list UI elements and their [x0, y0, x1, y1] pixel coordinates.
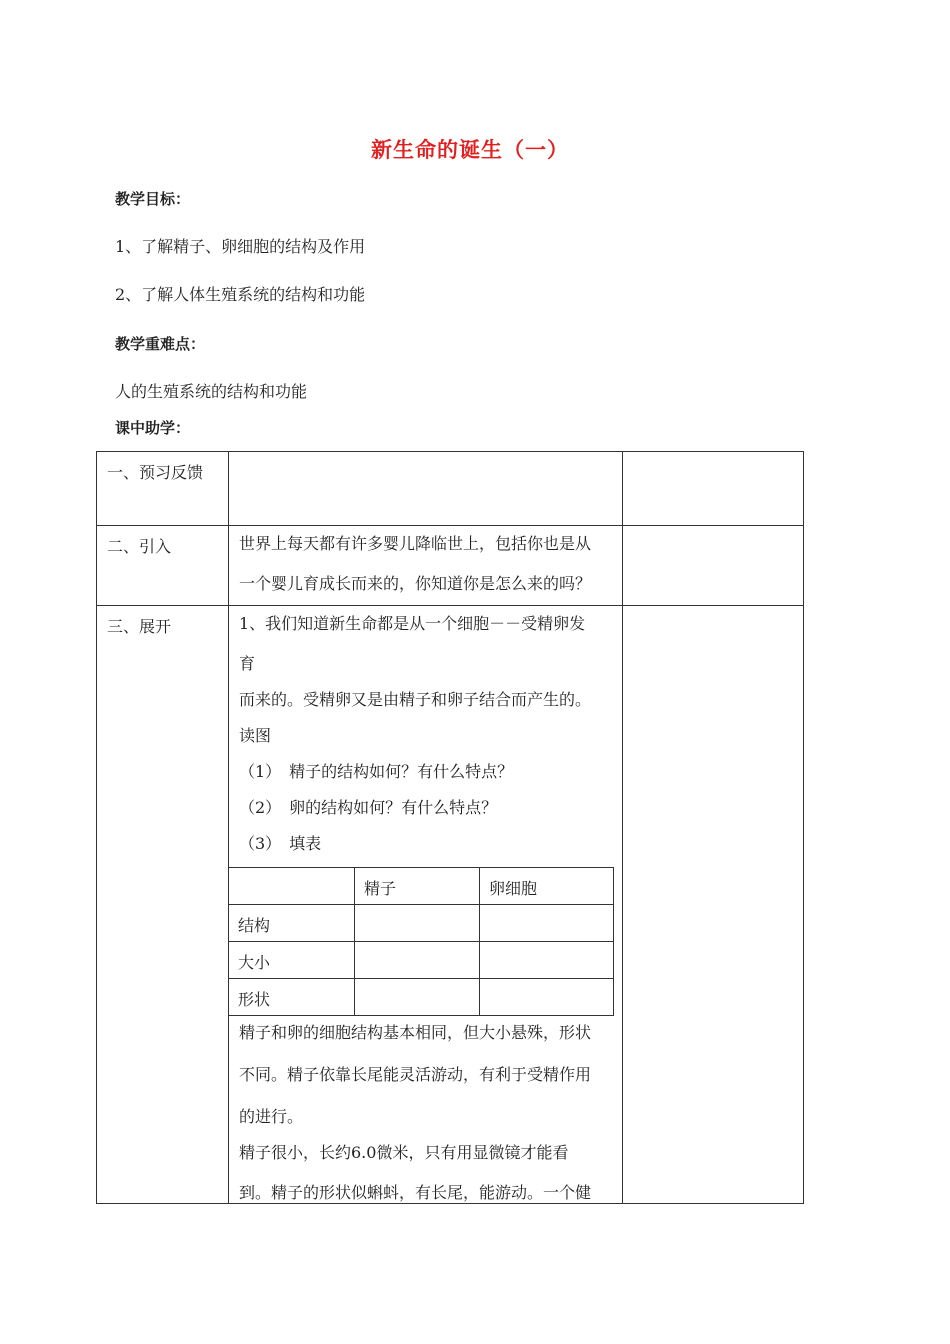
explanation-line-5: 到。精子的形状似蝌蚪，有长尾，能游动。一个健 — [239, 1183, 592, 1202]
objectives-heading: 教学目标： — [115, 190, 191, 208]
fill-table-blank-cell[interactable] — [355, 905, 480, 942]
fill-table-row-structure — [229, 905, 614, 942]
explanation-line-4: 精子很小，长约6.0微米，只有用显微镜才能看 — [239, 1143, 569, 1162]
section-label-preview: 一、预习反馈 — [97, 452, 229, 526]
fill-table-label-structure: 结构 — [229, 905, 355, 942]
document-title: 新生命的诞生（一） — [371, 138, 569, 162]
notes-cell-develop — [623, 606, 804, 1204]
fill-table-corner-cell — [229, 868, 355, 905]
fill-table-header-sperm: 精子 — [355, 868, 480, 905]
fill-in-table — [228, 867, 614, 1016]
develop-line-2: 育 — [239, 654, 256, 673]
fill-table-blank-cell[interactable] — [480, 905, 614, 942]
section-label-develop: 三、展开 — [97, 606, 229, 1204]
table-row-intro — [97, 526, 804, 606]
lesson-table — [96, 451, 804, 1204]
fill-table-row-shape — [229, 979, 614, 1016]
question-3: （3） 填表 — [239, 834, 322, 853]
section-content-intro — [229, 526, 623, 606]
section-content-preview — [229, 452, 623, 526]
section-content-develop — [229, 606, 623, 1204]
fill-table-header-row — [229, 868, 614, 905]
fill-table-blank-cell[interactable] — [355, 942, 480, 979]
class-help-heading: 课中助学： — [115, 419, 191, 437]
table-row-preview — [97, 452, 804, 526]
develop-line-3: 而来的。受精卵又是由精子和卵子结合而产生的。 — [239, 690, 592, 709]
develop-line-1: 1、我们知道新生命都是从一个细胞－－受精卵发 — [239, 614, 586, 633]
fill-table-label-size: 大小 — [229, 942, 355, 979]
fill-table-blank-cell[interactable] — [355, 979, 480, 1016]
fill-table-row-size — [229, 942, 614, 979]
key-points-heading: 教学重难点： — [115, 335, 206, 353]
intro-line-1: 世界上每天都有许多婴儿降临世上，包括你也是从 — [239, 534, 592, 553]
fill-table-header-egg: 卵细胞 — [480, 868, 614, 905]
key-points-text: 人的生殖系统的结构和功能 — [115, 382, 308, 401]
objective-item-2: 2、了解人体生殖系统的结构和功能 — [115, 285, 366, 304]
fill-table-blank-cell[interactable] — [480, 942, 614, 979]
question-2: （2） 卵的结构如何？有什么特点？ — [239, 798, 498, 817]
fill-table-blank-cell[interactable] — [480, 979, 614, 1016]
table-row-develop — [97, 606, 804, 1204]
explanation-line-3: 的进行。 — [239, 1107, 304, 1126]
notes-cell-preview — [623, 452, 804, 526]
section-label-intro: 二、引入 — [97, 526, 229, 606]
develop-line-4: 读图 — [239, 726, 272, 745]
fill-table-label-shape: 形状 — [229, 979, 355, 1016]
question-1: （1） 精子的结构如何？有什么特点？ — [239, 762, 514, 781]
intro-line-2: 一个婴儿育成长而来的，你知道你是怎么来的吗？ — [239, 574, 592, 593]
notes-cell-intro — [623, 526, 804, 606]
explanation-line-2: 不同。精子依靠长尾能灵活游动，有利于受精作用 — [239, 1065, 592, 1084]
explanation-line-1: 精子和卵的细胞结构基本相同，但大小悬殊，形状 — [239, 1023, 592, 1042]
objective-item-1: 1、了解精子、卵细胞的结构及作用 — [115, 237, 366, 256]
